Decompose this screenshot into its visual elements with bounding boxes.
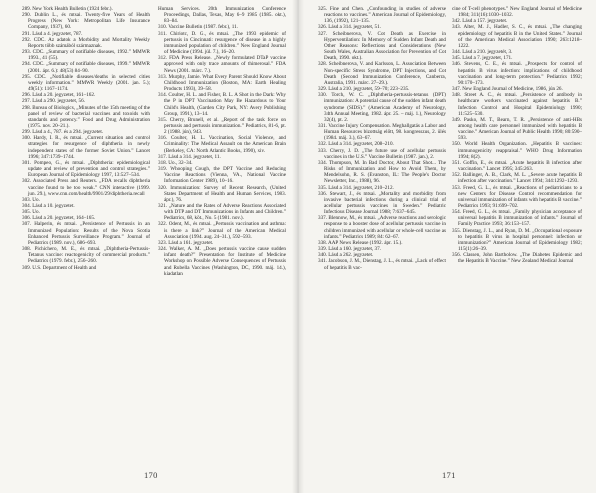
reference-entry: 328. Scheibnerova, V. and Karlsson, L. Association Between Non-specific Stress Syndrome, DPT Injections, and Cot Death (Second Immunization Conference, Canberra, Australia, 1991. márc. 27–29.).: [318, 61, 446, 86]
reference-entry: 347. New England Journal of Medicine, 1986, jún 26.: [452, 86, 563, 93]
reference-entry: 297. Lásd a 290. jegyzetet, 56.: [22, 98, 85, 105]
reference-entry: 354. Freed, G. L., és mtsai. „Family physician acceptance of universal hepatitis B immunization of infants.” Journal of Family Practice 1993; 36:153–157.: [452, 209, 582, 228]
reference-entry: 322. Odent, M., és mtsai. „Pertussis vaccination and asthma: is there a link?” Journal of the American Medical Association (1994. aug. 24–31.), 592–593.: [158, 221, 286, 240]
reference-entry: cine of T-cell phenotypes.” New England Journal of Medicine 1984; 311(16):1030–1032.: [452, 6, 582, 19]
reference-entry: 312. FDA Press Release. „Newly formulated DTaP vaccine approved with only trace amounts of thimerosal.” FDA News (2001. márc. 7.).: [158, 55, 286, 74]
reference-entry: 293. CDC. „Summary of notifiable diseases, 1992.” MMWR 1993., 41 (55).: [22, 49, 150, 62]
reference-entry: 323. Lásd a 161. jegyzetet.: [158, 239, 214, 246]
reference-entry: 316. Coulter, H. L. Vaccination, Social Violence, and Criminality: The Medical Assault on the American Brain (Berkeley, CA: North Atlantic Books, 1990), xiv.: [158, 135, 286, 154]
reference-entry: 295. CDC. „Notifiable diseases/deaths in selected cities weekly information.” MMWR Weekly (2001. jan. 5.); 49(51): 1167–1174.: [22, 73, 150, 93]
reference-entry: 294. CDC. „Summary of notifiable diseases, 1999.” MMWR (2001. ápr. 6.): 48(53) 84–90.: [22, 61, 150, 74]
reference-entry: 339. Lásd a 160. jegyzetet, 37.: [318, 246, 381, 253]
reference-entry: 304. Lásd a 10. jegyzetet.: [22, 203, 75, 209]
reference-entry: Human Services. 20th Immunization Conference Proceedings, Dallas, Texas, May 6–9 1985 (1985. okt.), 83–84.: [158, 6, 286, 25]
reference-entry: 299. Lásd a 4., 787. és a 294. jegyzetet.: [22, 129, 104, 136]
reference-entry: 340. Lásd a 262. jegyzetet.: [318, 252, 374, 259]
right-page-column-1: [318, 6, 446, 468]
reference-entry: 342. Lásd a 157. jegyzetet.: [452, 18, 508, 25]
reference-entry: 300. Hardy, I. R., és mtsai. „Current situation and control strategies for resurgence of diphtheria in newly independent states of the former Soviet Union.” Lancet 1996; 347:1739–1744.: [22, 135, 150, 160]
reference-entry: 356. Classen, John Bartholow. „The Diabetes Epidemic and the Hepatitis B Vaccine.” New Zealand Medical Journal: [452, 252, 582, 265]
reference-entry: 351. Goffin, E., és mtsai. „Acute hepatitis B infection after vaccination.” Lancet 1995; 345:263.: [452, 159, 582, 173]
reference-entry: 290. Dublin L., és mtsai. Twenty-five Years of Health Progress (New York: Metropolitan Life Insurance Company, 1937), 60.: [22, 12, 150, 31]
reference-entry: 317. Lásd a 314. jegyzetet, 11.: [158, 153, 221, 160]
reference-entry: 289. New York Health Bulletin (1924 febr.).: [22, 6, 113, 12]
reference-entry: 332. Lásd a 314. jegyzetet, 208–210.: [318, 141, 394, 148]
reference-entry: 355. Dienstag, J. L., and Ryan, D. M. „Occupational exposure to hepatitis B virus in hospital personnel: infection or immunization?” American Journal of Epidemiology 1982; 115(1):26–39.: [452, 227, 582, 253]
reference-entry: 346. Stevens, C. E., és mtsai. „Prospects for control of hepatitis B virus infection: implications of childhood vaccination and long-term protection.” Pediatrics 1992; 90:170–173.: [452, 61, 582, 86]
reference-entry: 292. CDC. Az adatok a Morbidity and Mortality Weekly Reports több számából származnak.: [22, 36, 150, 49]
reference-entry: 352. Ballinger, A. B., Clark, M. L. „Severe acute hepatitis B infection after vaccination.” Lancet 1994; 344:1292–1293.: [452, 172, 582, 185]
reference-entry: 344. Lásd a 210. jegyzetét, 3.: [452, 49, 513, 56]
reference-entry: 319. Whooping Cough, the DPT Vaccine and Reducing Vaccine Reactions (Vienna, VA., National Vaccine Information Center 1989), 10–16.: [158, 166, 286, 185]
reference-entry: 330. Torch, W. C. „Diphtheria-pertussis-tetanus (DPT) immunization: A potential cause of the sudden infant death syndrome (SIDS).” (American Academy of Neurology, 34th Annual Meeting, 1982. ápr. 25. – máj. 1.), Neurology 32(4), pt. 2.: [318, 92, 446, 123]
left-page-column-2: [158, 6, 286, 468]
reference-entry: 298. Bureau of Biologics, „Minutes of the 15th meeting of the panel of review of bacterial vaccines and toxoids with standards and potency.” Food and Drug Administration (1975. nov. 20–21.).: [22, 104, 150, 129]
reference-entry: 324. Walker, A. M. „Does pertussis vaccine cause sudden infant death?” Presentation for Institute of Medicine Workshop on Possible Adverse Consequences of Pertussis and Rubella Vaccines (Washington, DC, 1990. máj. 14.), kiadatlan: [158, 246, 286, 277]
right-page: [298, 0, 596, 493]
reference-entry: 337. Blennow, M., és mtsai. „Adverse reactions and serologic response to a booster dose of acellular pertussis vaccine in children immunized with acellular or whole-cell vaccine as infants.” Pediatrics 1989; 84: 62–67.: [318, 215, 446, 240]
reference-entry: 348. Street A. C., és mtsai. „Persistence of antibody in healthcare workers vaccinated against hepatitis B.” Infection Control and Hospital Epidemiology 1990; 11:525–530.: [452, 92, 582, 117]
reference-entry: 335. Lásd a 314. jegyzetet, 210–212.: [318, 184, 394, 191]
reference-entry: 334. Thompson, M. In Bad Doctor, About That Shot... The Risks of Immunization and How to Avoid Them, by Mendelsohn, R. S. (Evanston, IL: The People's Doctor Newsletter, Inc., 1988), 96.: [318, 159, 446, 185]
reference-entry: 308. Pichichero, M. E., és mtsai. „Diphtheria-Pertussis-Tetanus vaccine: reactogenicity of commercial products.” Pediatrics (1979. febr.), 256–260.: [22, 246, 150, 265]
reference-entry: 313. Murphy, Jamie. What Every Parent Should Know About Childhood Immunization (Boston, MA: Earth Healing Products 1993), 39–58.: [158, 73, 286, 93]
reference-entry: 333. Cherry, J. D. „The future use of acellular pertussis vaccines in the U.S.” Vaccine Bulletin (1987. jan.), 2.: [318, 147, 446, 160]
reference-entry: 331. Vaccine Injury Compensation. Meghallgatás a Labor and Human Resources bizottság előtt, 98. kongresszus, 2. ülés (1984. máj. 3.), 63–67.: [318, 122, 446, 142]
left-page-column-1: [22, 6, 150, 468]
reference-entry: 303. Uo.: [22, 196, 40, 203]
reference-entry: 318. Uo., 32–34.: [158, 159, 193, 166]
reference-entry: 345. Lásd a 7. jegyzetet, 171.: [452, 55, 513, 62]
reference-entry: 353. Freed, G. L., és mtsai. „Reactions of pediatricians to a new Centers for Disease Control recommendation for universal immunization of infants with hepatitis B vaccine.” Pediatrics 1993; 91:699–702.: [452, 184, 582, 209]
reference-entry: 321. „Nature and the Rates of Adverse Reactions Associated with DTP and DT Immunizations in Infants and Children.” Pediatrics, 68, köt., No. 5 (1981. nov.).: [158, 203, 286, 222]
reference-entry: 338. AAP News Release (1992. ápr. 15.).: [318, 239, 403, 246]
reference-entry: 341. Jacobson, J. M., Dienstag, J. L., és mtsai. „Lack of effect of hepatitis B vac-: [318, 258, 446, 271]
right-page-column-2: [452, 6, 582, 468]
reference-entry: 307. Halperin, és mtsai. „Persistence of Pertussis in an Immunized Population: Results of the Nova Scotia Enhanced Pertussis Surveillance Program.” Journal of Pediatrics (1989. nov.), 686–693.: [22, 221, 150, 246]
reference-entry: 314. Coulter, H. L. and Fisher, B. L. A Shot in the Dark: Why the P in DPT Vaccination May Be Hazardous to Your Child's Health, (Garden City Park, NY: Avery Publishing Group, 1991), 13–14.: [158, 92, 286, 117]
reference-entry: 349. Pasko, M. T., Bearn, T. R. „Persistence of anti-HBs among health care personnel immunized with hepatitis B vaccine.” American Journal of Public Health 1990; 80:590–593.: [452, 116, 582, 142]
reference-entry: 291. Lásd a 4. jegyzetet, 787.: [22, 30, 83, 37]
page-number-right: 171: [442, 470, 456, 480]
reference-entry: 336. Stewart, J., és mtsai. „Mortality and morbidity from invasive bacterial infections during a clinical trial of acellular pertussis vaccines in Sweden.” Pediatric Infectious Disease Journal 1988; 7:637–645.: [318, 190, 446, 216]
reference-entry: 350. World Health Organization. „Hepatitis B vaccines: immunogenicity reappraisal.” WHO Drug Information 1994; 8(2).: [452, 141, 582, 160]
reference-entry: 320. Immunization: Survey of Recent Research, (United States Department of Health and Human Services, 1983. ápr.), 76.: [158, 184, 286, 203]
reference-entry: 306. Lásd a 20. jegyzetet, 164–165.: [22, 215, 96, 222]
reference-entry: 310. Vaccine Bulletin (1987. febr.), 11.: [158, 24, 238, 31]
book-gutter: [292, 0, 304, 493]
reference-entry: 296. Lásd a 20. jegyzetet, 161–162.: [22, 92, 96, 99]
reference-entry: 325. Fine and Chen. „Confounding in studies of adverse reactions to vaccines.” American Journal of Epidemiology, 136, (1992), 121–135.: [318, 6, 446, 25]
reference-entry: 305. Uo.: [22, 209, 40, 216]
reference-entry: 315. Cherry, Brunell, et al. „Report of the task force on pertussis and pertussis immunization.” Pediatrics, 81-6, pt. 2 (1988. jún), 943.: [158, 116, 286, 136]
reference-entry: 326. Lásd a 314. jegyzetet, 51.: [318, 24, 381, 31]
reference-entry: 343. Alter, M. J., Hadler, S. C., és mtsai. „The changing epidemiology of hepatitis B in the United States.” Journal of the American Medical Association 1990; 263:1218–1222.: [452, 24, 582, 49]
page-number-left: 170: [144, 470, 158, 480]
reference-entry: 327. Scheibnerova, V. Cot Death as Exercise in Hyperventilation: In Memory of Sudden Infant Death and Other Reasons: Reflections and Considerations (New South Wales, Australian Association for Prevention of Cot Death, 1990. okt.).: [318, 30, 446, 62]
reference-entry: 311. Chiriotc, D. G., és mtsai. „The 1993 epidemic of pertussis in Cincinnati: resurgence of disease in a highly immunized population of children.” New England Journal of Medicine (1994. júl. 7.), 16–20.: [158, 30, 286, 56]
reference-entry: 302. Associated Press and Reuters. „FDA recalls diphtheria vaccine found to be too weak.” CNN interactive (1999. jun. 29.), www.cnn.com/health/9901/29/diphtheria.recall: [22, 178, 150, 197]
reference-entry: 301. Pompeo, G., és mtsai. „Diphtheria: epidemiological update and review of prevention and control strategies.” European Journal of Epidemiology 1997, 13:527–534.: [22, 159, 150, 179]
reference-entry: 329. Lásd a 210. jegyzetet, 59–70; 223–235.: [318, 86, 410, 93]
reference-entry: 309. U.S. Department of Health and: [22, 264, 97, 271]
